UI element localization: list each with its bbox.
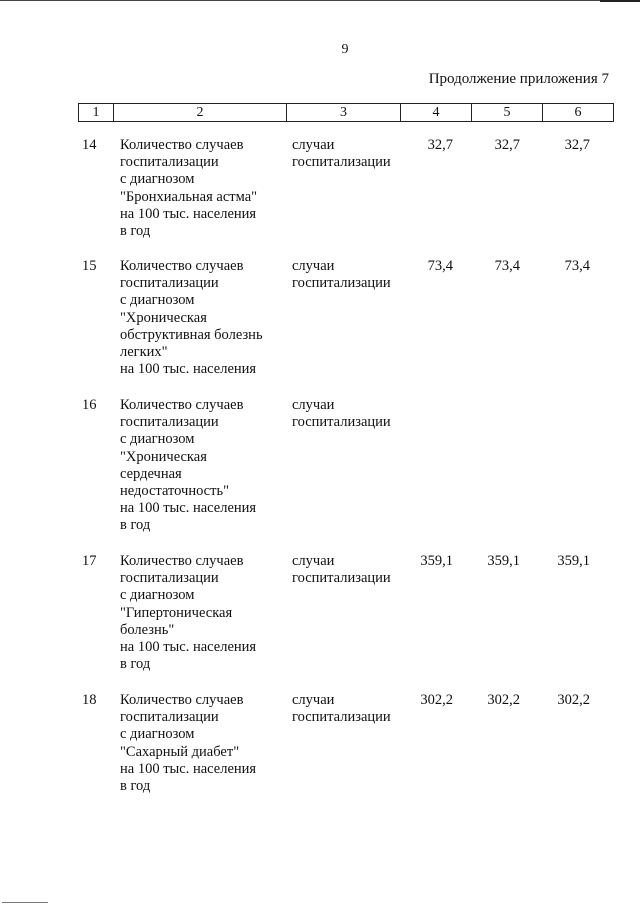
unit-of-measure: случаи госпитализации: [292, 258, 391, 292]
indicator-name: Количество случаев госпитализации с диагнозом "Хроническая сердечная недостаточность" на 100 тыс. населения в год: [120, 397, 257, 534]
value-col-4: 302,2: [420, 692, 453, 708]
value-col-4: 32,7: [427, 137, 453, 153]
header-col-3: 3: [287, 104, 401, 122]
unit-of-measure: случаи госпитализации: [292, 397, 391, 431]
value-col-5: 32,7: [494, 137, 520, 153]
indicator-name: Количество случаев госпитализации с диагнозом "Бронхиальная астма" на 100 тыс. населения в год: [120, 137, 258, 240]
indicator-name: Количество случаев госпитализации с диагнозом "Сахарный диабет" на 100 тыс. населения в год: [120, 692, 257, 795]
row-number: 16: [82, 397, 97, 413]
value-col-4: 359,1: [420, 553, 453, 569]
header-col-2: 2: [114, 104, 287, 122]
value-col-6: 32,7: [564, 137, 590, 153]
header-col-6: 6: [543, 104, 614, 122]
indicator-name: Количество случаев госпитализации с диагнозом "Хроническая обструктивная болезнь легких" на 100 тыс. населения: [120, 258, 263, 378]
page-number: 9: [341, 42, 349, 57]
header-col-5: 5: [472, 104, 543, 122]
indicator-name: Количество случаев госпитализации с диагнозом "Гипертоническая болезнь" на 100 тыс. населения в год: [120, 553, 257, 673]
header-col-4: 4: [401, 104, 472, 122]
row-number: 18: [82, 692, 97, 708]
header-col-1: 1: [79, 104, 114, 122]
value-col-5: 73,4: [494, 258, 520, 274]
column-number-header: [78, 103, 614, 122]
bottom-scan-mark: [2, 902, 48, 903]
value-col-5: 359,1: [487, 553, 520, 569]
appendix-continuation-title: Продолжение приложения 7: [428, 71, 609, 87]
value-col-4: 73,4: [427, 258, 453, 274]
row-number: 17: [82, 553, 97, 569]
value-col-5: 302,2: [487, 692, 520, 708]
row-number: 15: [82, 258, 97, 274]
unit-of-measure: случаи госпитализации: [292, 692, 391, 726]
value-col-6: 302,2: [557, 692, 590, 708]
unit-of-measure: случаи госпитализации: [292, 137, 391, 171]
value-col-6: 359,1: [557, 553, 590, 569]
top-border-line: [0, 0, 640, 1]
header-row: [79, 104, 614, 122]
unit-of-measure: случаи госпитализации: [292, 553, 391, 587]
top-border-mark: [600, 0, 640, 2]
row-number: 14: [82, 137, 97, 153]
value-col-6: 73,4: [564, 258, 590, 274]
